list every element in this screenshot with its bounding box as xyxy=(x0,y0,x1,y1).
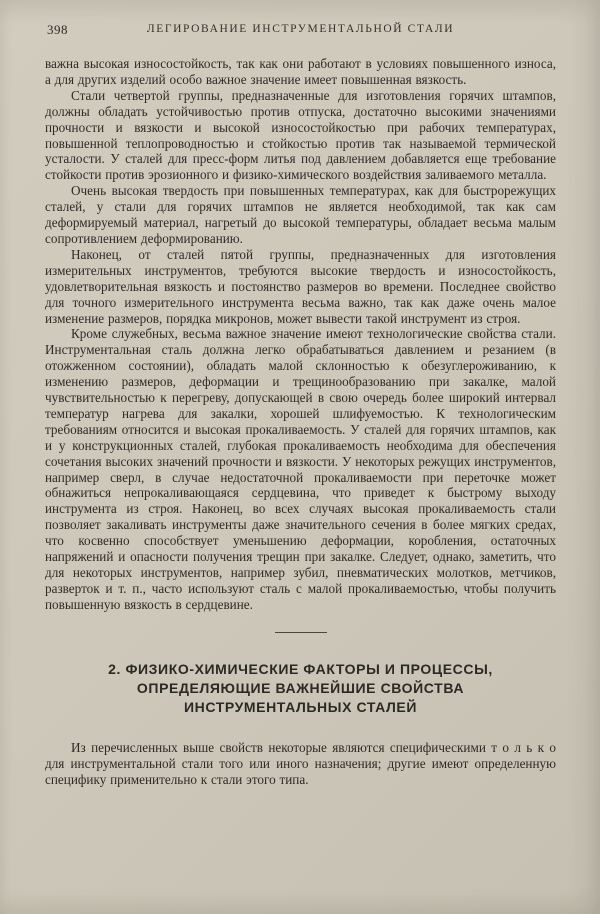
body-paragraph: Стали четвертой группы, предназначенные для изготовления горячих штампов, должны обладать устойчивостью против отпуска, достаточно высокими значениями прочности и вязкости и высокой износостойкостью при рабочих температурах, повышенной теплопроводностью и стойкостью против так называемой термической усталости. У сталей для пресс-форм литья под давлением добавляется еще требование стойкости против эрозионного и физико-химического воздействия заливаемого металла. xyxy=(45,87,556,183)
body-text xyxy=(45,56,556,613)
section-heading-line: ИНСТРУМЕНТАЛЬНЫХ СТАЛЕЙ xyxy=(183,698,418,715)
body-paragraph: Наконец, от сталей пятой группы, предназначенных для изготовления измерительных инструментов, требуются высокие твердость и износостойкость, удовлетворительная вязкость и постоянство размеров во времени. Последнее свойство для точного измерительного инструмента весьма важно, так как даже очень малое изменение размеров, порядка микронов, может вывести такой инструмент из строя. xyxy=(45,246,556,326)
section-heading xyxy=(45,660,556,717)
section-heading-line: ОПРЕДЕЛЯЮЩИЕ ВАЖНЕЙШИЕ СВОЙСТВА xyxy=(136,679,465,696)
running-title: ЛЕГИРОВАНИЕ ИНСТРУМЕНТАЛЬНОЙ СТАЛИ xyxy=(146,23,455,35)
body-paragraph: важна высокая износостойкость, так как они работают в условиях повышенного износа, а для других изделий особо важное значение имеет повышенная вязкость. xyxy=(45,56,556,87)
body-paragraph: Кроме служебных, весьма важное значение имеют технологические свойства стали. Инструментальная сталь должна легко обрабатываться давлением и резанием (в отожженном состоянии), обладать малой склонностью к обезуглероживанию, к изменению размеров, деформации и трещинообразованию при закалке, малой чувствительностью к перегреву, допускающей в свою очередь более широкий интервал температур нагрева для закалки, хорошей шлифуемостью. К технологическим требованиям относится и высокая прокаливаемость. У сталей для горячих штампов, как и у конструкционных сталей, глубокая прокаливаемость необходима для обеспечения сочетания высоких значений прочности и вязкости. У некоторых режущих инструментов, например сверл, в случае недостаточной прокаливаемости при переточке может обнажиться непрокаливающаяся сердцевина, что приведет к быстрому выходу инструмента из строя. Наконец, во всех случаях высокая прокаливаемость стали позволяет закаливать инструменты даже значительного сечения в более мягких средах, что косвенно способствует уменьшению деформации, коробления, остаточных напряжений и опасности получения трещин при закалке. Следует, однако, заметить, что для некоторых инструментов, например зубил, пневматических молотков, метчиков, разверток и т. п., часто используют сталь с малой прокаливаемостью, чтобы получить повышенную вязкость в сердцевине. xyxy=(45,326,556,612)
section-heading-line: 2. ФИЗИКО-ХИМИЧЕСКИЕ ФАКТОРЫ И ПРОЦЕССЫ, xyxy=(108,660,493,677)
page-number: 398 xyxy=(47,22,68,37)
body-paragraph: Очень высокая твердость при повышенных температурах, как для быстрорежущих сталей, у стали для горячих штампов не является необходимой, так как сам деформируемый материал, нагретый до высокой температуры, обладает весьма малым сопротивлением деформированию. xyxy=(45,183,556,246)
section-divider xyxy=(275,632,327,633)
intro-paragraph: Из перечисленных выше свойств некоторые являются специфическими т о л ь к о для инструментальной стали того или иного назначения; другие имеют определенную специфику применительно к стали этого типа. xyxy=(45,739,556,787)
running-head xyxy=(45,22,556,40)
intro-section xyxy=(45,740,556,788)
